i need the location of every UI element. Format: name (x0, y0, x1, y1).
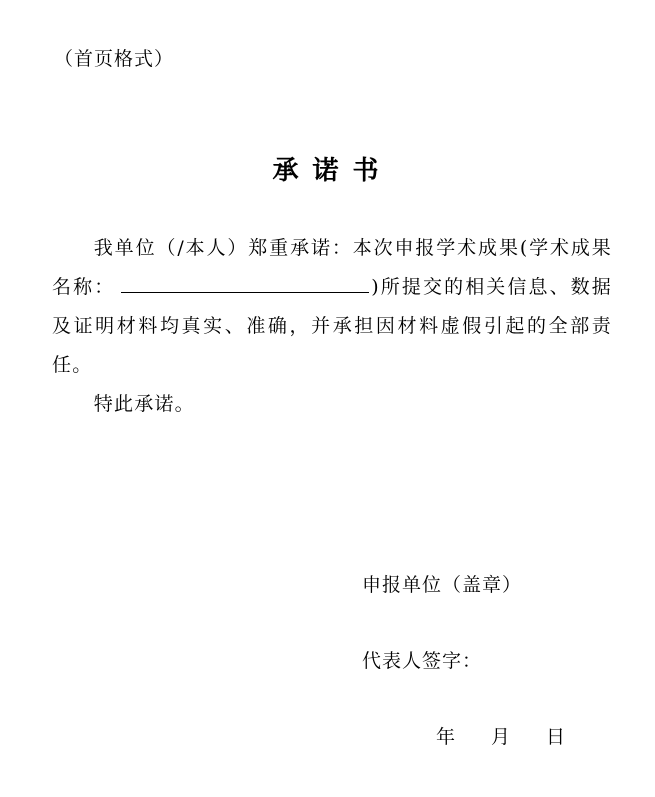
date-month-label: 月 (491, 726, 511, 748)
document-title: 承诺书 (272, 156, 393, 186)
commitment-text-after-blank: )所提交的相关信息、数据及证明材料均真实、准确，并承担因材料虚假引起的全部责任。 (52, 276, 612, 376)
commitment-body (52, 229, 612, 424)
commitment-text-before-blank: 我单位（/本人）郑重承诺：本次申报学术成果(学术成果名称： (52, 237, 612, 298)
date-row (436, 722, 565, 749)
date-day-label: 日 (546, 726, 566, 748)
achievement-name-blank[interactable] (121, 273, 369, 293)
closing-paragraph: 特此承诺。 (93, 393, 195, 415)
applicant-unit-seal-label: 申报单位（盖章） (362, 574, 523, 596)
representative-signature-label: 代表人签字： (362, 650, 483, 672)
date-year-label: 年 (436, 726, 456, 748)
commitment-paragraph (52, 229, 612, 385)
format-note: （首页格式） (54, 48, 175, 70)
